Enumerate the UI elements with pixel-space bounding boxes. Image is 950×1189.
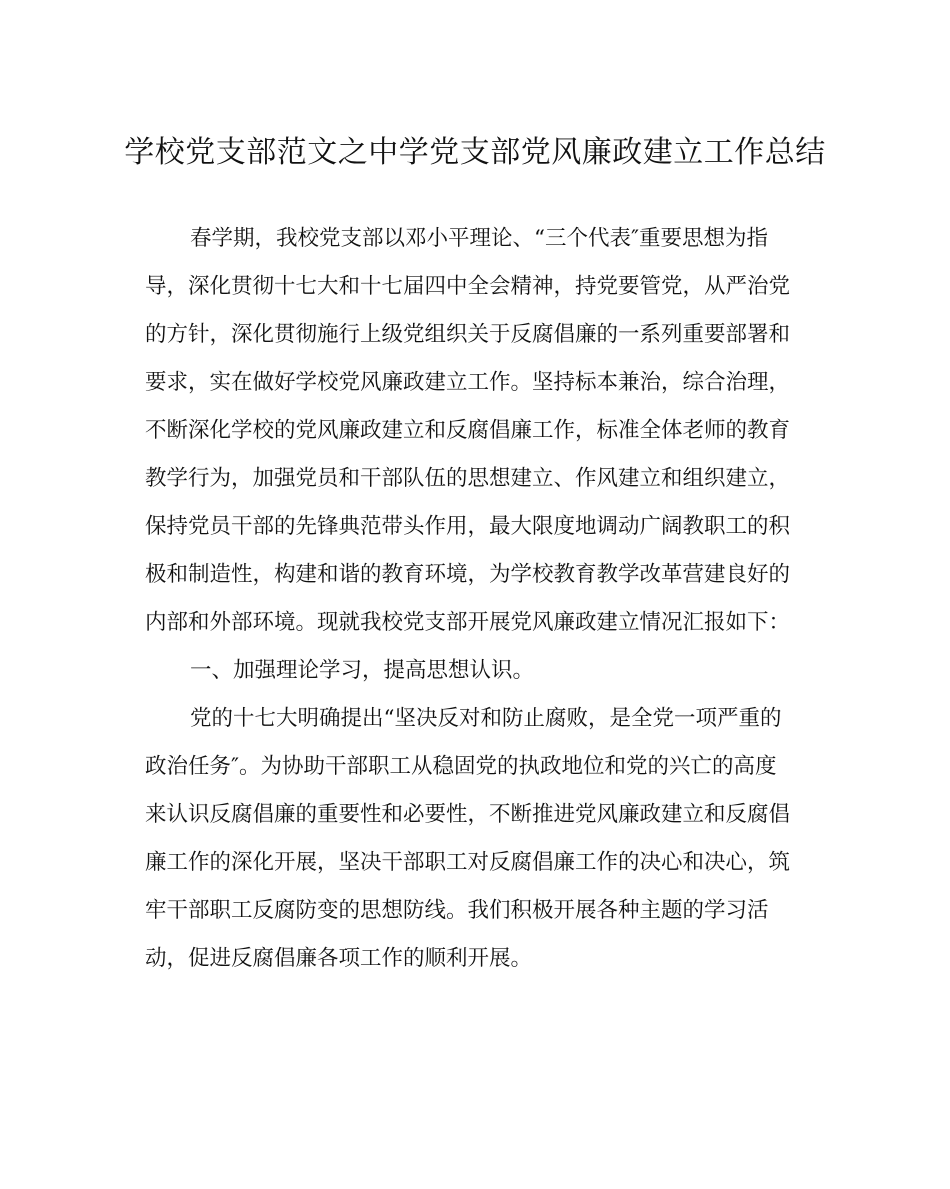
paragraph-line: 党的十七大明确提出“坚决反对和防止腐败，是全党一项严重的: [190, 706, 782, 731]
section-heading: 一、加强理论学习，提高思想认识。: [190, 658, 535, 683]
paragraph-line: 来认识反腐倡廉的重要性和必要性，不断推进党风廉政建立和反腐倡: [145, 802, 791, 827]
paragraph-line: 内部和外部环境。现就我校党支部开展党风廉政建立情况汇报如下：: [145, 610, 791, 635]
paragraph-line: 不断深化学校的党风廉政建立和反腐倡廉工作，标准全体老师的教育: [145, 418, 791, 443]
paragraph-line: 牢干部职工反腐防变的思想防线。我们积极开展各种主题的学习活: [145, 898, 769, 923]
paragraph-line: 要求，实在做好学校党风廉政建立工作。坚持标本兼治，综合治理，: [145, 370, 791, 395]
paragraph-line: 政治任务″。为协助干部职工从稳固党的执政地位和党的兴亡的高度: [145, 754, 777, 779]
paragraph-line: 极和制造性，构建和谐的教育环境，为学校教育教学改革营建良好的: [145, 562, 791, 587]
paragraph-line: 的方针，深化贯彻施行上级党组织关于反腐倡廉的一系列重要部署和: [145, 322, 791, 347]
paragraph-line: 教学行为，加强党员和干部队伍的思想建立、作风建立和组织建立，: [145, 466, 791, 491]
paragraph-line: 动，促进反腐倡廉各项工作的顺利开展。: [145, 946, 533, 971]
paragraph-line: 廉工作的深化开展，坚决干部职工对反腐倡廉工作的决心和决心，筑: [145, 850, 791, 875]
paragraph-line: 导，深化贯彻十七大和十七届四中全会精神，持党要管党，从严治党: [145, 274, 791, 299]
paragraph-line: 春学期，我校党支部以邓小平理论、“三个代表″重要思想为指: [190, 226, 769, 251]
document-title: 学校党支部范文之中学党支部党风廉政建立工作总结: [124, 135, 826, 170]
paragraph-line: 保持党员干部的先锋典范带头作用，最大限度地调动广阔教职工的积: [145, 514, 791, 539]
